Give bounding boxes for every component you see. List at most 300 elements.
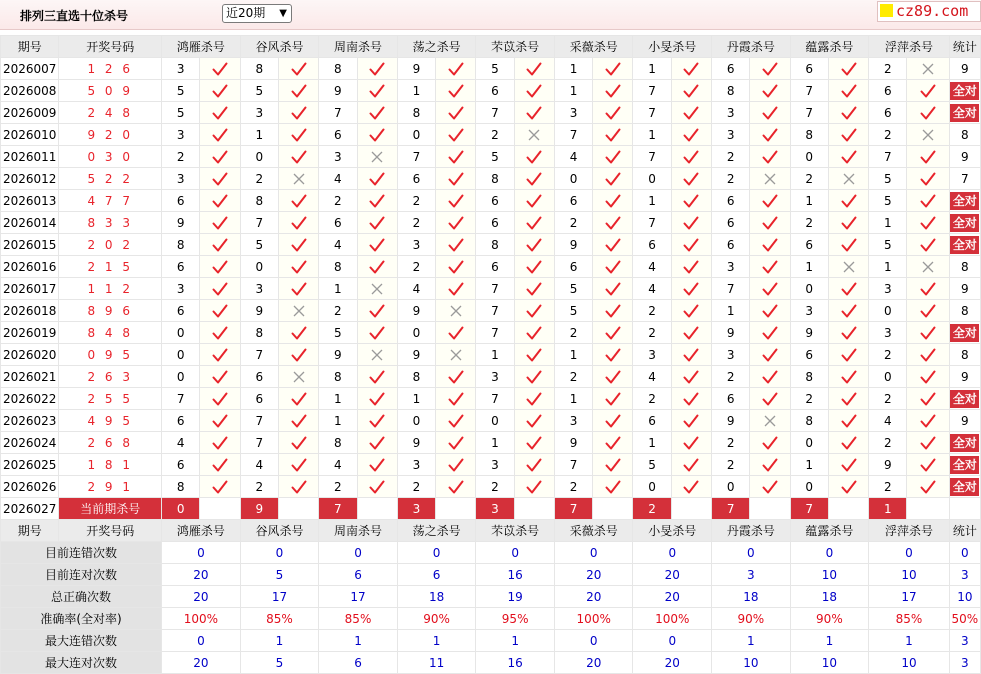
result-mark xyxy=(278,410,318,432)
draw-number: 8 9 6 xyxy=(59,300,162,322)
kill-number: 4 xyxy=(162,432,200,454)
stats-value: 0 xyxy=(476,542,555,564)
result-mark xyxy=(907,58,949,80)
check-icon xyxy=(605,413,621,429)
check-icon xyxy=(762,303,778,319)
kill-number: 0 xyxy=(790,432,828,454)
result-mark xyxy=(278,278,318,300)
result-mark xyxy=(671,454,711,476)
result-mark xyxy=(671,212,711,234)
check-icon xyxy=(605,61,621,77)
result-mark xyxy=(828,234,868,256)
result-mark xyxy=(436,454,476,476)
result-mark xyxy=(750,80,790,102)
result-mark xyxy=(278,344,318,366)
kill-number: 2 xyxy=(790,212,828,234)
result-mark xyxy=(514,366,554,388)
result-mark xyxy=(828,388,868,410)
kill-number: 8 xyxy=(790,124,828,146)
check-icon xyxy=(920,237,936,253)
draw-number: 1 8 1 xyxy=(59,454,162,476)
check-icon xyxy=(212,303,228,319)
check-icon xyxy=(369,435,385,451)
draw-number: 2 6 3 xyxy=(59,366,162,388)
check-icon xyxy=(526,347,542,363)
kill-number: 2 xyxy=(397,212,435,234)
check-icon xyxy=(369,457,385,473)
kill-number: 5 xyxy=(554,300,592,322)
result-mark xyxy=(436,410,476,432)
check-icon xyxy=(448,215,464,231)
table-row xyxy=(1,300,981,322)
current-kill-number: 7 xyxy=(712,498,750,520)
check-icon xyxy=(841,215,857,231)
result-mark xyxy=(671,80,711,102)
period-select[interactable] xyxy=(222,4,292,23)
kill-number: 1 xyxy=(476,344,514,366)
kill-number: 7 xyxy=(790,80,828,102)
stats-value: 17 xyxy=(240,586,319,608)
result-mark xyxy=(671,190,711,212)
result-mark xyxy=(357,80,397,102)
result-mark xyxy=(907,410,949,432)
check-icon xyxy=(526,325,542,341)
cross-icon xyxy=(843,261,855,273)
check-icon xyxy=(605,325,621,341)
kill-number: 0 xyxy=(162,322,200,344)
check-icon xyxy=(841,479,857,495)
draw-number: 2 5 5 xyxy=(59,388,162,410)
check-icon xyxy=(683,413,699,429)
result-mark xyxy=(907,124,949,146)
current-kill-number: 7 xyxy=(790,498,828,520)
result-mark xyxy=(828,410,868,432)
draw-number: 2 6 8 xyxy=(59,432,162,454)
check-icon xyxy=(605,369,621,385)
kill-number: 8 xyxy=(790,410,828,432)
result-mark xyxy=(593,256,633,278)
check-icon xyxy=(605,127,621,143)
check-icon xyxy=(841,347,857,363)
result-mark xyxy=(200,322,240,344)
kill-number: 1 xyxy=(869,256,907,278)
check-icon xyxy=(291,83,307,99)
current-blank-cell xyxy=(907,498,949,520)
kill-number-table xyxy=(0,35,981,674)
table-row xyxy=(1,454,981,476)
stats-value: 85% xyxy=(319,608,398,630)
result-mark xyxy=(593,278,633,300)
result-mark xyxy=(907,366,949,388)
kill-number: 7 xyxy=(240,432,278,454)
result-mark xyxy=(357,102,397,124)
check-icon xyxy=(920,325,936,341)
kill-number: 1 xyxy=(319,278,357,300)
kill-number: 1 xyxy=(633,432,671,454)
kill-number: 6 xyxy=(790,234,828,256)
cross-icon xyxy=(293,371,305,383)
kill-number: 2 xyxy=(712,146,750,168)
result-mark xyxy=(357,168,397,190)
hit-count: 8 xyxy=(949,300,980,322)
col-issue: 期号 xyxy=(1,36,59,58)
kill-number: 0 xyxy=(712,476,750,498)
cross-icon xyxy=(764,173,776,185)
kill-number: 9 xyxy=(319,344,357,366)
kill-number: 7 xyxy=(162,388,200,410)
draw-number: 2 0 2 xyxy=(59,234,162,256)
table-row xyxy=(1,80,981,102)
check-icon xyxy=(605,83,621,99)
check-icon xyxy=(291,479,307,495)
current-blank-cell xyxy=(949,498,980,520)
draw-number: 5 0 9 xyxy=(59,80,162,102)
check-icon xyxy=(448,149,464,165)
result-mark xyxy=(828,322,868,344)
check-icon xyxy=(841,457,857,473)
kill-number: 6 xyxy=(476,212,514,234)
table-row xyxy=(1,102,981,124)
check-icon xyxy=(212,193,228,209)
check-icon xyxy=(526,149,542,165)
result-mark xyxy=(514,124,554,146)
kill-number: 1 xyxy=(790,454,828,476)
logo-text: cz89.com xyxy=(896,2,969,20)
result-mark xyxy=(907,454,949,476)
kill-number: 8 xyxy=(397,366,435,388)
stats-value: 0 xyxy=(319,542,398,564)
table-row xyxy=(1,322,981,344)
kill-number: 9 xyxy=(397,344,435,366)
result-mark xyxy=(828,124,868,146)
check-icon xyxy=(448,479,464,495)
col-expert: 浮萍杀号 xyxy=(869,36,950,58)
result-mark xyxy=(436,124,476,146)
check-icon xyxy=(212,61,228,77)
stats-value: 17 xyxy=(869,586,950,608)
check-icon xyxy=(369,61,385,77)
kill-number: 5 xyxy=(869,168,907,190)
check-icon xyxy=(526,259,542,275)
kill-number: 6 xyxy=(869,80,907,102)
result-mark xyxy=(907,256,949,278)
result-mark xyxy=(907,344,949,366)
kill-number: 9 xyxy=(162,212,200,234)
table-row xyxy=(1,124,981,146)
result-mark xyxy=(436,168,476,190)
kill-number: 7 xyxy=(633,212,671,234)
stats-value: 90% xyxy=(790,608,869,630)
hit-count: 8 xyxy=(949,124,980,146)
kill-number: 9 xyxy=(397,58,435,80)
kill-number: 7 xyxy=(319,102,357,124)
kill-number: 5 xyxy=(240,80,278,102)
hit-count xyxy=(949,476,980,498)
check-icon xyxy=(448,237,464,253)
check-icon xyxy=(920,215,936,231)
result-mark xyxy=(200,146,240,168)
stats-value: 10 xyxy=(790,564,869,586)
check-icon xyxy=(841,105,857,121)
kill-number: 8 xyxy=(240,190,278,212)
table-row xyxy=(1,476,981,498)
check-icon xyxy=(291,237,307,253)
check-icon xyxy=(841,369,857,385)
col-expert: 芣苡杀号 xyxy=(476,520,555,542)
check-icon xyxy=(291,215,307,231)
hit-count xyxy=(949,234,980,256)
stats-value: 6 xyxy=(397,564,476,586)
check-icon xyxy=(448,127,464,143)
kill-number: 2 xyxy=(554,366,592,388)
check-icon xyxy=(762,281,778,297)
check-icon xyxy=(526,369,542,385)
result-mark xyxy=(828,168,868,190)
kill-number: 0 xyxy=(633,476,671,498)
kill-number: 1 xyxy=(319,388,357,410)
check-icon xyxy=(841,149,857,165)
result-mark xyxy=(828,278,868,300)
result-mark xyxy=(828,476,868,498)
kill-number: 8 xyxy=(319,432,357,454)
kill-number: 2 xyxy=(790,388,828,410)
kill-number: 6 xyxy=(162,190,200,212)
kill-number: 6 xyxy=(712,212,750,234)
cross-icon xyxy=(371,283,383,295)
result-mark xyxy=(671,234,711,256)
result-mark xyxy=(278,102,318,124)
result-mark xyxy=(278,322,318,344)
stats-value: 17 xyxy=(319,586,398,608)
site-logo[interactable] xyxy=(877,1,981,22)
all-correct-badge: 全对 xyxy=(950,214,979,232)
kill-number: 3 xyxy=(869,278,907,300)
check-icon xyxy=(212,479,228,495)
kill-number: 1 xyxy=(240,124,278,146)
check-icon xyxy=(291,105,307,121)
check-icon xyxy=(605,435,621,451)
stats-value: 10 xyxy=(712,652,791,674)
stats-row xyxy=(1,564,981,586)
result-mark xyxy=(278,476,318,498)
check-icon xyxy=(762,391,778,407)
draw-number: 8 4 8 xyxy=(59,322,162,344)
issue-number: 2026019 xyxy=(1,322,59,344)
result-mark xyxy=(671,300,711,322)
result-mark xyxy=(278,168,318,190)
kill-number: 9 xyxy=(240,300,278,322)
kill-number: 2 xyxy=(712,366,750,388)
result-mark xyxy=(436,322,476,344)
current-kill-number: 2 xyxy=(633,498,671,520)
kill-number: 8 xyxy=(162,234,200,256)
kill-number: 8 xyxy=(240,58,278,80)
result-mark xyxy=(436,190,476,212)
check-icon xyxy=(920,391,936,407)
hit-count: 9 xyxy=(949,410,980,432)
kill-number: 3 xyxy=(869,322,907,344)
result-mark xyxy=(828,256,868,278)
result-mark xyxy=(750,190,790,212)
kill-number: 6 xyxy=(476,256,514,278)
col-count: 统计 xyxy=(949,36,980,58)
kill-number: 4 xyxy=(240,454,278,476)
result-mark xyxy=(593,476,633,498)
check-icon xyxy=(212,435,228,451)
kill-number: 2 xyxy=(319,190,357,212)
result-mark xyxy=(907,322,949,344)
result-mark xyxy=(357,476,397,498)
kill-number: 7 xyxy=(554,454,592,476)
check-icon xyxy=(212,259,228,275)
stats-value: 1 xyxy=(240,630,319,652)
result-mark xyxy=(593,80,633,102)
result-mark xyxy=(593,146,633,168)
check-icon xyxy=(920,149,936,165)
check-icon xyxy=(291,413,307,429)
check-icon xyxy=(841,61,857,77)
kill-number: 6 xyxy=(790,58,828,80)
check-icon xyxy=(526,413,542,429)
check-icon xyxy=(526,281,542,297)
result-mark xyxy=(828,80,868,102)
table-header-row-repeat xyxy=(1,520,981,542)
result-mark xyxy=(200,80,240,102)
result-mark xyxy=(357,190,397,212)
result-mark xyxy=(593,366,633,388)
stats-row xyxy=(1,542,981,564)
draw-number: 4 7 7 xyxy=(59,190,162,212)
stats-value: 3 xyxy=(712,564,791,586)
check-icon xyxy=(683,369,699,385)
cross-icon xyxy=(922,129,934,141)
check-icon xyxy=(683,237,699,253)
result-mark xyxy=(907,168,949,190)
kill-number: 5 xyxy=(476,146,514,168)
hit-count xyxy=(949,454,980,476)
check-icon xyxy=(762,259,778,275)
check-icon xyxy=(683,61,699,77)
col-count: 统计 xyxy=(949,520,980,542)
check-icon xyxy=(526,105,542,121)
issue-number: 2026025 xyxy=(1,454,59,476)
hit-count: 9 xyxy=(949,366,980,388)
check-icon xyxy=(683,171,699,187)
kill-number: 8 xyxy=(476,168,514,190)
result-mark xyxy=(828,432,868,454)
table-row xyxy=(1,168,981,190)
result-mark xyxy=(750,168,790,190)
stats-value: 20 xyxy=(554,586,633,608)
kill-number: 5 xyxy=(633,454,671,476)
check-icon xyxy=(448,61,464,77)
stats-value: 16 xyxy=(476,564,555,586)
kill-number: 4 xyxy=(319,454,357,476)
check-icon xyxy=(841,281,857,297)
check-icon xyxy=(448,105,464,121)
stats-value: 100% xyxy=(633,608,712,630)
kill-number: 2 xyxy=(319,476,357,498)
check-icon xyxy=(291,281,307,297)
kill-number: 1 xyxy=(633,124,671,146)
kill-number: 7 xyxy=(633,102,671,124)
cross-icon xyxy=(450,349,462,361)
kill-number: 1 xyxy=(790,256,828,278)
kill-number: 7 xyxy=(633,80,671,102)
result-mark xyxy=(671,432,711,454)
result-mark xyxy=(278,432,318,454)
result-mark xyxy=(514,278,554,300)
result-mark xyxy=(907,278,949,300)
stats-value: 0 xyxy=(240,542,319,564)
kill-number: 6 xyxy=(712,388,750,410)
check-icon xyxy=(605,105,621,121)
result-mark xyxy=(907,234,949,256)
kill-number: 0 xyxy=(790,278,828,300)
kill-number: 6 xyxy=(712,58,750,80)
kill-number: 5 xyxy=(319,322,357,344)
kill-number: 1 xyxy=(554,388,592,410)
kill-number: 3 xyxy=(162,58,200,80)
result-mark xyxy=(750,432,790,454)
result-mark xyxy=(514,234,554,256)
check-icon xyxy=(526,435,542,451)
kill-number: 2 xyxy=(869,58,907,80)
result-mark xyxy=(278,80,318,102)
current-kill-number: 7 xyxy=(554,498,592,520)
check-icon xyxy=(369,391,385,407)
kill-number: 8 xyxy=(476,234,514,256)
stats-label: 总正确次数 xyxy=(1,586,162,608)
result-mark xyxy=(750,278,790,300)
kill-number: 0 xyxy=(397,410,435,432)
kill-number: 6 xyxy=(712,190,750,212)
result-mark xyxy=(278,146,318,168)
check-icon xyxy=(683,105,699,121)
kill-number: 1 xyxy=(633,58,671,80)
result-mark xyxy=(278,58,318,80)
kill-number: 0 xyxy=(240,256,278,278)
result-mark xyxy=(278,454,318,476)
stats-value: 1 xyxy=(869,630,950,652)
table-row xyxy=(1,212,981,234)
result-mark xyxy=(671,124,711,146)
current-kill-number: 1 xyxy=(869,498,907,520)
check-icon xyxy=(291,347,307,363)
result-mark xyxy=(200,190,240,212)
result-mark xyxy=(436,366,476,388)
result-mark xyxy=(828,212,868,234)
stats-total: 10 xyxy=(949,586,980,608)
issue-number: 2026021 xyxy=(1,366,59,388)
result-mark xyxy=(907,300,949,322)
kill-number: 7 xyxy=(712,278,750,300)
check-icon xyxy=(683,193,699,209)
check-icon xyxy=(448,171,464,187)
result-mark xyxy=(593,124,633,146)
result-mark xyxy=(828,344,868,366)
result-mark xyxy=(671,344,711,366)
check-icon xyxy=(605,149,621,165)
stats-value: 90% xyxy=(397,608,476,630)
kill-number: 0 xyxy=(240,146,278,168)
current-kill-number: 7 xyxy=(319,498,357,520)
kill-number: 6 xyxy=(319,212,357,234)
current-blank-cell xyxy=(200,498,240,520)
result-mark xyxy=(436,300,476,322)
col-expert: 鸿雁杀号 xyxy=(162,36,241,58)
check-icon xyxy=(683,149,699,165)
